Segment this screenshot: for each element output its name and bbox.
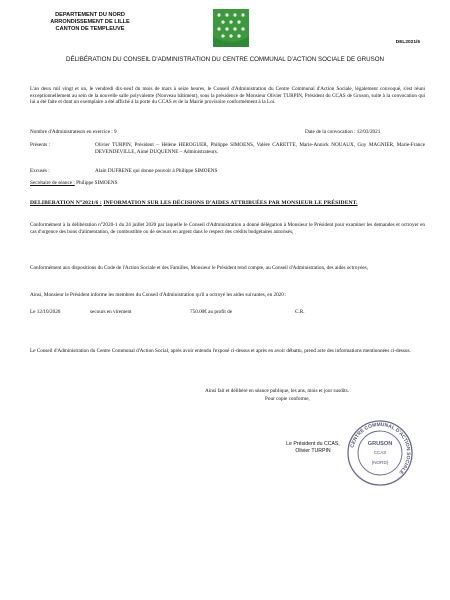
canton-line: CANTON DE TEMPLEUVE	[55, 26, 125, 32]
document-title: DÉLIBÉRATION DU CONSEIL D'ADMINISTRATION DU CENTRE COMMUNAL D'ACTION SOCIALE DE GRUSON	[66, 56, 384, 63]
aid-date: Le 12/10/2020	[30, 309, 61, 315]
coat-of-arms-logo	[205, 8, 257, 48]
paragraph-3: Ainsi, Monsieur le Président informe les membres du Conseil d'Administration qu'il a octroyé les aides suivantes, en 2020 :	[30, 292, 287, 298]
secretary-line	[30, 180, 117, 187]
paragraph-1: Conformément à la délibération n°2020-1 du 24 juillet 2020 par laquelle le Conseil d'Administration a donné délégation à Monsieur le Président pour examiner les demandes et octroyer en cas d'urgence des bons d'alimentation, de combustible ou de secours en argent dans le respect des crédits budgétaires autorisés,	[30, 222, 425, 235]
aid-amount: 750.00€ au profit de	[190, 309, 233, 315]
header-block	[30, 12, 150, 33]
paragraph-2: Conformément aux dispositions du Code de l'Action Sociale et des Familles, Monsieur le Président rend compte, au Conseil d'Administration, des aides octroyées,	[30, 265, 368, 271]
aid-beneficiary: C.R.	[295, 309, 305, 315]
excuses-label: Excusés :	[30, 168, 50, 174]
aid-type: secours en virement	[90, 309, 132, 315]
dept-line: DEPARTEMENT DU NORD	[55, 12, 125, 18]
closing-line-2: Pour copie conforme,	[265, 396, 310, 402]
closing-line-1: Ainsi fait et délibéré en séance publique, les ans, mois et jour susdits.	[205, 388, 349, 394]
svg-text:CENTRE COMMUNAL D'ACTION SOCIA: CENTRE COMMUNAL D'ACTION SOCIALE	[349, 421, 412, 475]
official-stamp	[345, 418, 415, 488]
signature-block	[278, 441, 348, 454]
presents-list: Olivier TURPIN, Président – Hélène HEROGUER, Philippe SIMOENS, Valère CARETTE, Marie-Annick NOUAUX, Guy MAGNIER, Marie-France DEVENDEVILLE, Aimé DUQUENNE – Administrateurs.	[95, 142, 425, 155]
deliberation-title: INFORMATION SUR LES DÉCISIONS D'AIDES ATTRIBUÉES PAR MONSIEUR LE PRÉSIDENT.	[103, 200, 358, 206]
excuses-list: Alain DUFRENE qui donne pouvoir à Philippe SIMOENS	[95, 168, 218, 174]
presents-label: Présents :	[30, 142, 51, 148]
secretary-name: Philippe SIMOENS	[76, 180, 118, 186]
reference-number: DEL2021/6	[395, 40, 420, 45]
deliberation-subject	[30, 200, 425, 207]
secretary-label: Secrétaire de séance :	[30, 180, 75, 186]
signature-title: Le Président du CCAS,	[286, 441, 340, 447]
deliberation-number: DELIBERATION N°2021/6 :	[30, 200, 102, 206]
admin-count: Nombre d'Administrateurs en exercice : 9	[30, 129, 117, 135]
svg-text:GRUSON: GRUSON	[367, 441, 393, 447]
arrondissement-line: ARRONDISSEMENT DE LILLE	[50, 19, 130, 25]
intro-paragraph: L'an deux mil vingt et un, le vendredi dix-neuf du mois de mars à seize heures, le Conseil d'Administration du Centre Communal d'Action Sociale, légalement convoqué, s'est réuni exceptionnellement au sein de la nouvelle salle polyvalente (Nouveau bâtiment), sous la présidence de Monsieur Olivier TURPIN, Président du CCAS de Gruson, suite à la convocation qui lui a été faite et dont un exemplaire a été affiché à la porte du CCAS et de la Mairie provisoire conformément à la Loi.	[30, 86, 425, 106]
svg-text:CCAS: CCAS	[373, 450, 387, 455]
svg-text:(NORD): (NORD)	[371, 460, 389, 465]
conclusion-paragraph: Le Conseil d'Administration du Centre Communal d'Action Social, après avoir entendu l'exposé ci-dessus et après en avoir débattu, prend acte des informations mentionnées ci-dessus.	[30, 348, 411, 354]
signature-name: Olivier TURPIN	[295, 447, 331, 454]
convocation-date: Date de la convocation : 12/03/2021	[305, 129, 381, 135]
